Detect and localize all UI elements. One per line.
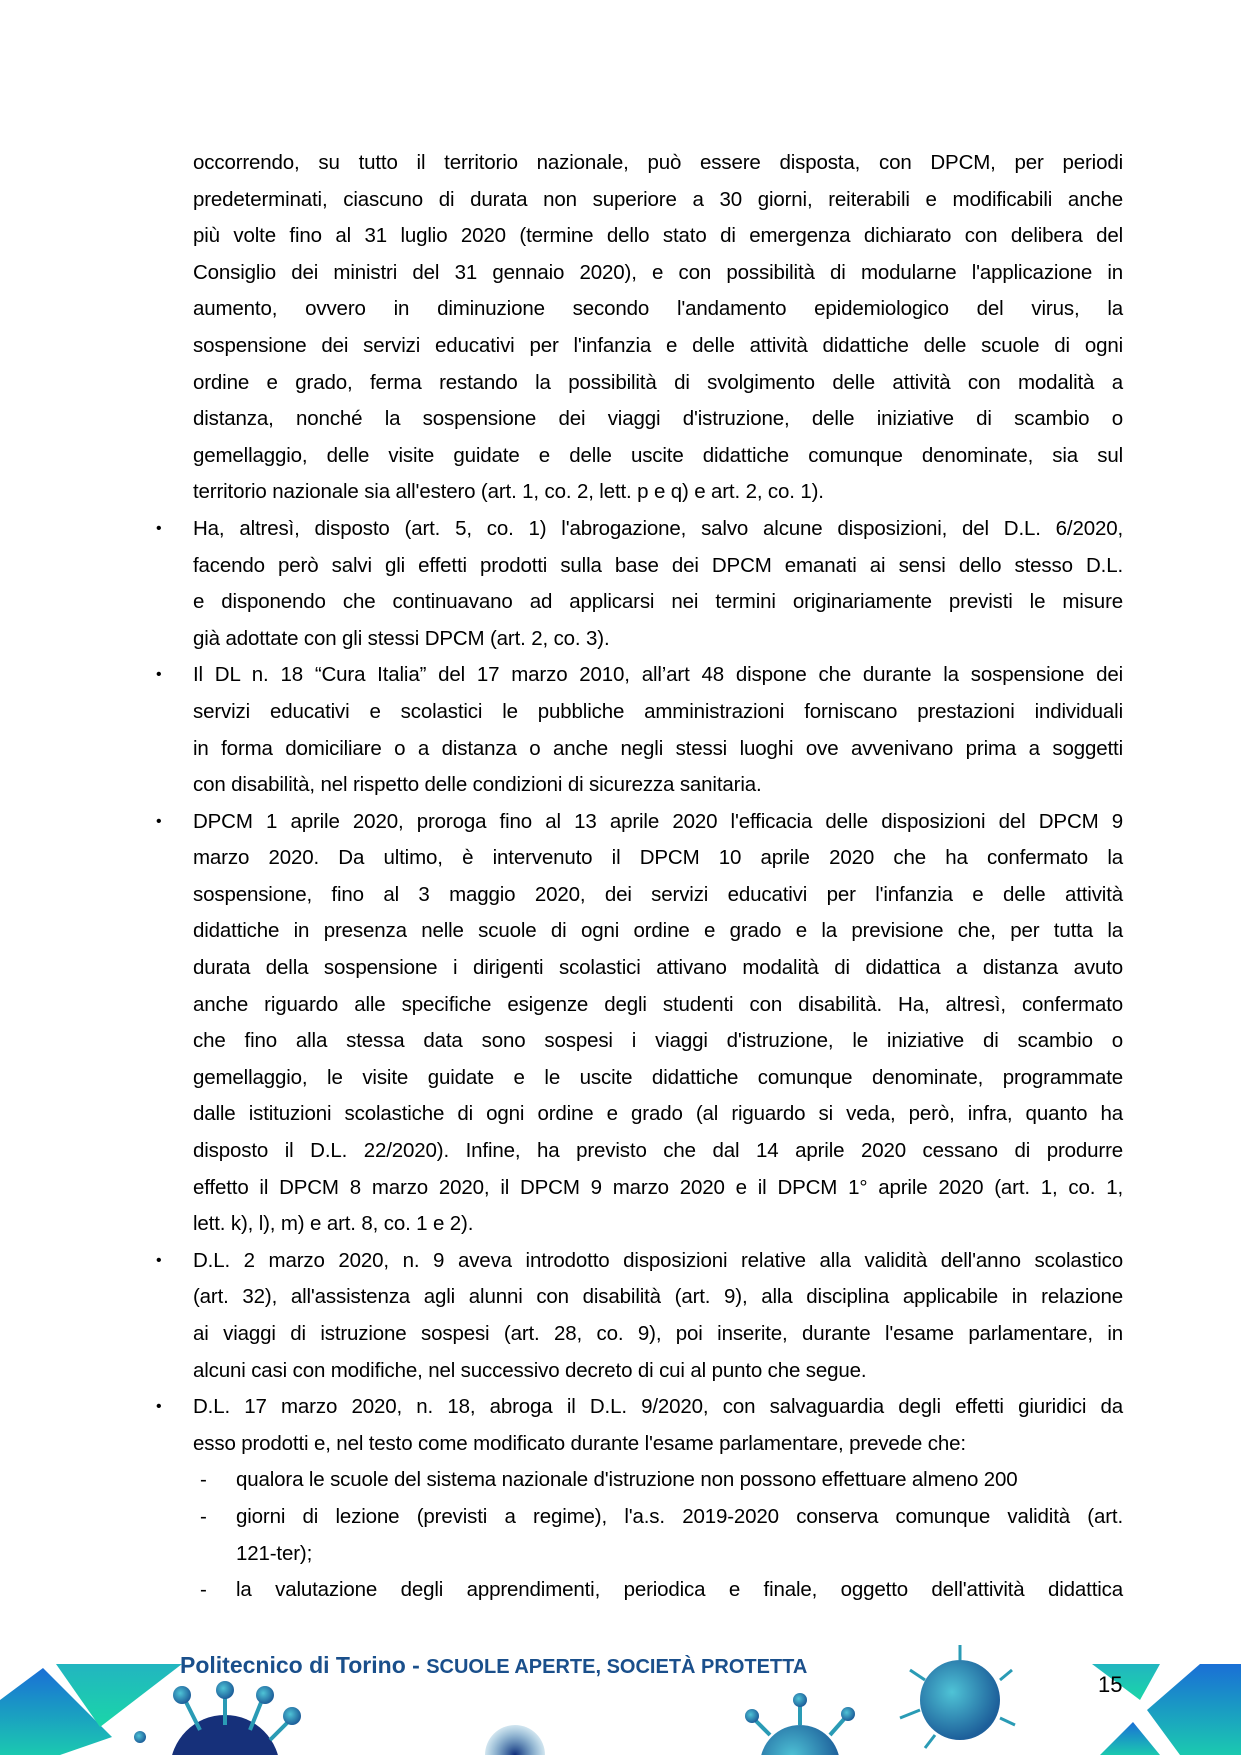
text-line: già adottate con gli stessi DPCM (art. 2, co. 3).: [193, 626, 610, 650]
text-line: con disabilità, nel rispetto delle condizioni di sicurezza sanitaria.: [193, 773, 762, 797]
dash-item: - la valutazione degli apprendimenti, periodica e finale, oggetto dell'attività didattica: [236, 1572, 1123, 1609]
dash-item: - giorni di lezione (previsti a regime), l'a.s. 2019-2020 conserva comunque validità (art.: [236, 1499, 1123, 1536]
text-line: lett. k), l), m) e art. 8, co. 1 e 2).: [193, 1212, 474, 1236]
dash-icon: -: [200, 1504, 207, 1528]
bullet-icon: •: [156, 1398, 162, 1416]
text-line: disposto il D.L. 22/2020). Infine, ha previsto che dal 14 aprile 2020 cessano di produrre: [193, 1139, 1123, 1163]
text-line: sospensione, fino al 3 maggio 2020, dei servizi educativi per l'infanzia e delle attività: [193, 882, 1123, 906]
page-footer: [0, 1640, 1241, 1755]
bullet-item-start: • D.L. 2 marzo 2020, n. 9 aveva introdotto disposizioni relative alla validità dell'anno scolastico: [193, 1243, 1123, 1280]
footer-title: Politecnico di Torino - SCUOLE APERTE, SOCIETÀ PROTETTA: [180, 1652, 808, 1678]
text-line: territorio nazionale sia all'estero (art. 1, co. 2, lett. p e q) e art. 2, co. 1).: [193, 480, 824, 504]
text-line: (art. 32), all'assistenza agli alunni con disabilità (art. 9), alla disciplina applicabile in relazione: [193, 1285, 1123, 1309]
dash-icon: -: [200, 1578, 207, 1602]
bullet-item-start: • Il DL n. 18 “Cura Italia” del 17 marzo 2010, all’art 48 dispone che durante la sospensione dei: [193, 657, 1123, 694]
text-line: alcuni casi con modifiche, nel successivo decreto di cui al punto che segue.: [193, 1358, 867, 1382]
text-line: facendo però salvi gli effetti prodotti sulla base dei DPCM emanati ai sensi dello stesso D.L.: [193, 553, 1123, 577]
text-line: effetto il DPCM 8 marzo 2020, il DPCM 9 marzo 2020 e il DPCM 1° aprile 2020 (art. 1, co. 1,: [193, 1175, 1123, 1199]
bullet-item-start: • Ha, altresì, disposto (art. 5, co. 1) l'abrogazione, salvo alcune disposizioni, del D.L. 6/2020,: [193, 511, 1123, 548]
page-number: 15: [1098, 1672, 1123, 1697]
bullet-icon: •: [156, 666, 162, 684]
dash-icon: -: [200, 1468, 207, 1492]
text-line: durata della sospensione i dirigenti scolastici attivano modalità di didattica a distanza avuto: [193, 956, 1123, 980]
bullet-item-start: • D.L. 17 marzo 2020, n. 18, abroga il D.L. 9/2020, con salvaguardia degli effetti giuridici da: [193, 1389, 1123, 1426]
text-line: dalle istituzioni scolastiche di ogni ordine e grado (al riguardo si veda, però, infra, quanto ha: [193, 1102, 1123, 1126]
text-line: gemellaggio, le visite guidate e le uscite didattiche comunque denominate, programmate: [193, 1065, 1123, 1089]
text-line: distanza, nonché la sospensione dei viaggi d'istruzione, delle iniziative di scambio o: [193, 407, 1123, 431]
dash-item: - qualora le scuole del sistema nazionale d'istruzione non possono effettuare almeno 200: [236, 1462, 1123, 1499]
text-line: gemellaggio, delle visite guidate e delle uscite didattiche comunque denominate, sia sul: [193, 443, 1123, 467]
text-line: anche riguardo alle specifiche esigenze degli studenti con disabilità. Ha, altresì, confermato: [193, 992, 1123, 1016]
bullet-icon: •: [156, 519, 162, 537]
bullet-icon: •: [156, 1251, 162, 1269]
text-line: servizi educativi e scolastici le pubbliche amministrazioni forniscano prestazioni individuali: [193, 699, 1123, 723]
bullet-item-start: • DPCM 1 aprile 2020, proroga fino al 13 aprile 2020 l'efficacia delle disposizioni del DPCM 9: [193, 804, 1123, 841]
text-line: 121-ter);: [236, 1541, 313, 1565]
text-line: esso prodotti e, nel testo come modificato durante l'esame parlamentare, prevede che:: [193, 1431, 966, 1455]
text-line: marzo 2020. Da ultimo, è intervenuto il DPCM 10 aprile 2020 che ha confermato la: [193, 846, 1123, 870]
text-line: che fino alla stessa data sono sospesi i viaggi d'istruzione, le iniziative di scambio o: [193, 1029, 1123, 1053]
text-line: sospensione dei servizi educativi per l'infanzia e delle attività didattiche delle scuole di ogni: [193, 333, 1123, 357]
text-line: predeterminati, ciascuno di durata non superiore a 30 giorni, reiterabili e modificabili anche: [193, 187, 1123, 211]
bullet-icon: •: [156, 812, 162, 830]
text-line: ai viaggi di istruzione sospesi (art. 28, co. 9), poi inserite, durante l'esame parlamentare, in: [193, 1322, 1123, 1345]
text-line: aumento, ovvero in diminuzione secondo l'andamento epidemiologico del virus, la: [193, 297, 1123, 321]
document-body: [156, 145, 1123, 1609]
text-line: in forma domiciliare o a distanza o anche negli stessi luoghi ove avvenivano prima a soggetti: [193, 736, 1123, 760]
text-line: occorrendo, su tutto il territorio nazionale, può essere disposta, con DPCM, per periodi: [193, 151, 1123, 174]
text-line: Consiglio dei ministri del 31 gennaio 2020), e con possibilità di modularne l'applicazione in: [193, 260, 1123, 284]
text-line: ordine e grado, ferma restando la possibilità di svolgimento delle attività con modalità a: [193, 370, 1123, 394]
text-line: e disponendo che continuavano ad applicarsi nei termini originariamente previsti le misure: [193, 590, 1123, 614]
text-line: più volte fino al 31 luglio 2020 (termine dello stato di emergenza dichiarato con delibera del: [193, 224, 1123, 248]
text-line: didattiche in presenza nelle scuole di ogni ordine e grado e la previsione che, per tutta la: [193, 919, 1123, 943]
